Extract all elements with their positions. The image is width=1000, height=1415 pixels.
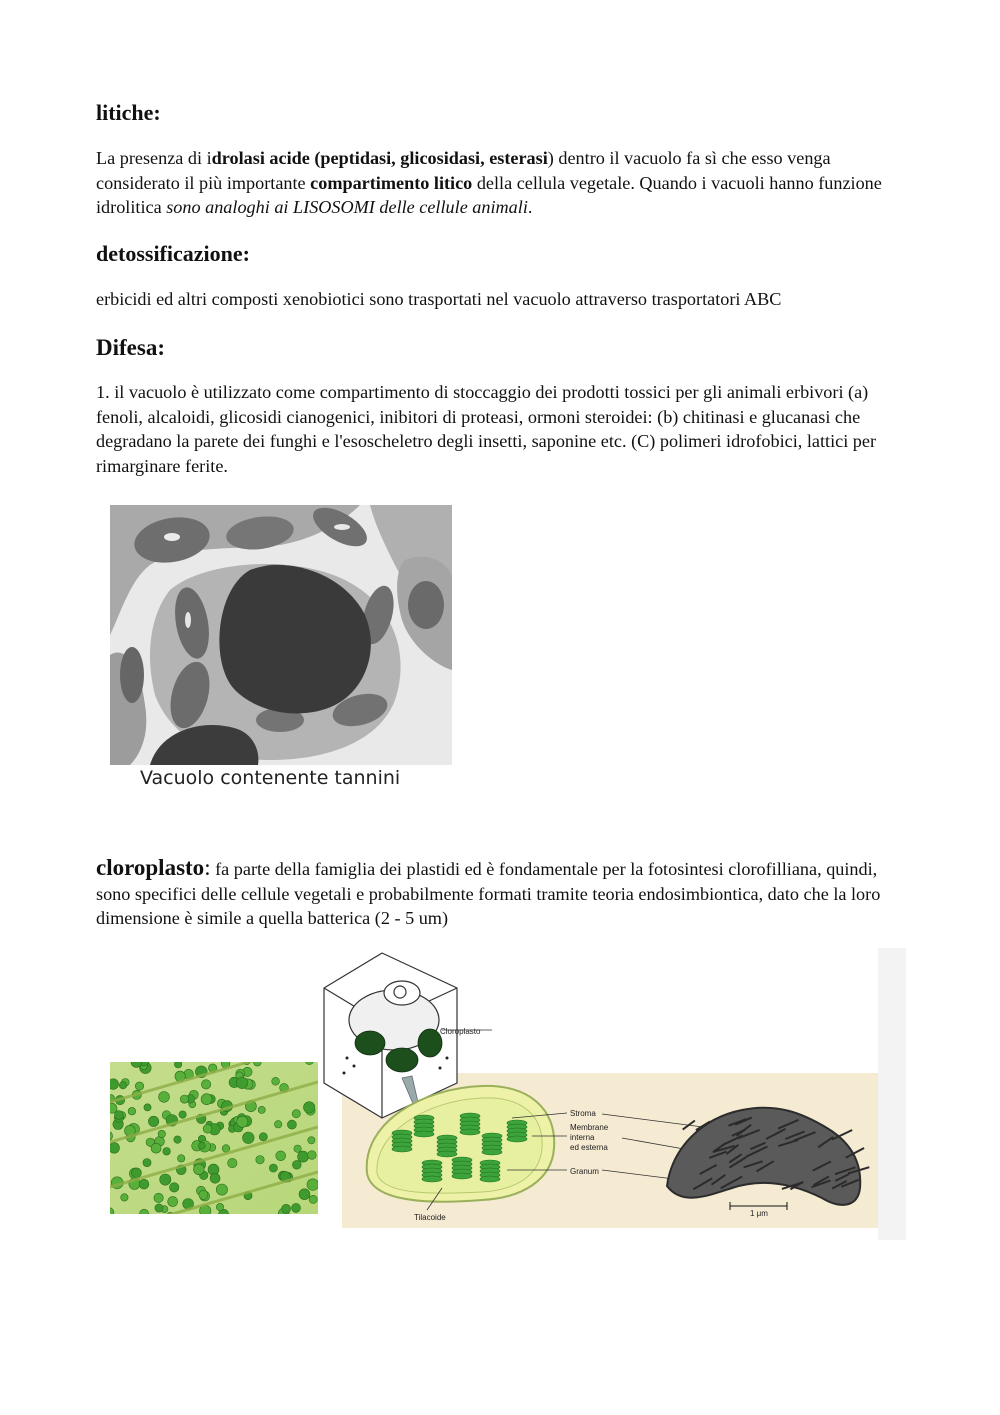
algae-drawing (110, 1062, 318, 1214)
chloroplast-dot (143, 1159, 151, 1167)
chloroplast-dot (275, 1121, 282, 1128)
granum-disc (437, 1151, 457, 1157)
label-membrane-line2: interna (570, 1133, 595, 1142)
paragraph-litiche (96, 146, 906, 220)
chloroplast-dot (216, 1203, 223, 1210)
chloroplast-dot (163, 1148, 171, 1156)
granum-disc (480, 1176, 500, 1182)
granum-disc (452, 1173, 472, 1179)
heading-detossificazione: detossificazione: (96, 241, 250, 266)
chloroplast-dot (151, 1143, 161, 1153)
chloroplast-dot (216, 1184, 227, 1195)
granum-disc (482, 1149, 502, 1155)
paragraph-difesa: 1. il vacuolo è utilizzato come compartimento di stoccaggio dei prodotti tossici per gli animali erbivori (a) fenoli, alcaloidi, glicosidi cianogenici, inibitori di proteasi, ormoni steroidei: (b) chitinasi e glucanasi che degradano la parete dei funghi e l'esoscheletro degli insetti, saponine etc. (C) polimeri idrofobici, lattici per rimarginare ferite. (96, 382, 877, 476)
chloroplast-dot (304, 1102, 315, 1113)
chloroplast-dot (121, 1194, 128, 1201)
chloroplast-dot (228, 1158, 237, 1167)
chloroplast-dot (110, 1103, 117, 1113)
granum-disc (392, 1146, 412, 1152)
text-run: della cellula vegetale. Quando i vacuoli hanno funzione idrolitica (96, 172, 887, 217)
granum-disc (460, 1129, 480, 1135)
chloroplast-dot (259, 1133, 267, 1141)
text-run: . (527, 197, 533, 217)
term-colon: : (204, 855, 211, 880)
chloroplast-dot (199, 1190, 208, 1199)
text-run-bold: drolasi acide (peptidasi, glicosidasi, esterasi (211, 148, 548, 168)
chloroplast-dot (294, 1145, 301, 1152)
chloroplast-dot (128, 1107, 136, 1115)
chloroplast-dot (119, 1082, 126, 1089)
chloroplast-dot (236, 1077, 248, 1089)
chloroplast-dot (155, 1204, 163, 1212)
chloroplast-dot (194, 1164, 205, 1175)
chloroplast-dot (168, 1197, 178, 1207)
chloroplast-dot (308, 1151, 317, 1160)
chloroplast-dot (110, 1079, 119, 1090)
chloroplast-dot (148, 1116, 158, 1126)
chloroplast-dot (160, 1174, 171, 1185)
label-tilacoide: Tilacoide (414, 1213, 446, 1222)
heading-litiche: litiche: (96, 100, 161, 125)
text-run-italic: sono analoghi ai LISOSOMI delle cellule animali (166, 197, 528, 217)
chloroplast-dot (308, 1137, 315, 1144)
chloroplast-dot (144, 1104, 151, 1111)
label-membrane-line1: Membrane (570, 1123, 609, 1132)
chloroplast-dot (292, 1160, 301, 1169)
text-run: ) dentro il vacuolo fa sì che esso venga considerato il più importante (96, 148, 836, 193)
label-granum: Granum (570, 1167, 599, 1176)
chloroplast-dot (276, 1151, 286, 1161)
chloroplast-dot (174, 1062, 181, 1068)
label-cloroplasto: Cloroplasto (440, 1027, 481, 1036)
chloroplast-dot (272, 1077, 280, 1085)
paragraph-cloroplasto (96, 856, 906, 931)
chloroplast-dot (299, 1189, 310, 1200)
chloroplast-dot (307, 1179, 318, 1191)
chloroplast-dot (135, 1082, 143, 1090)
vacuole-tannin-micrograph (110, 505, 452, 765)
chloroplast-dot (159, 1092, 170, 1103)
chloroplast-dot (158, 1130, 165, 1137)
chloroplast-dot (178, 1155, 185, 1162)
chloroplast-dot (243, 1132, 255, 1144)
paragraph-detossificazione: erbicidi ed altri composti xenobiotici sono trasportati nel vacuolo attraverso trasportatori ABC (96, 289, 782, 309)
chloroplast-dot (287, 1120, 296, 1129)
chloroplast-cells-photo (110, 1062, 318, 1214)
chloroplast-dot (180, 1095, 188, 1103)
cloroplasto-text: fa parte della famiglia dei plastidi ed è fondamentale per la fotosintesi clorofilliana, quindi, sono specifici delle cellule vegetali e probabilmente formati tramite teoria endosimbiontica, dato che la loro dimensione è simile a quella batterica (2 - 5 um) (96, 859, 885, 928)
chloroplast-dot (282, 1204, 291, 1213)
chloroplast-dot (201, 1094, 212, 1105)
chloroplast-dot (174, 1136, 181, 1143)
chloroplast-dot (198, 1142, 205, 1149)
chloroplast-dot (154, 1193, 163, 1202)
label-stroma: Stroma (570, 1109, 596, 1118)
chloroplast-dot (292, 1110, 300, 1118)
chloroplast-dot (179, 1111, 186, 1118)
label-membrane-line3: ed esterna (570, 1143, 608, 1152)
term-cloroplasto: cloroplasto (96, 855, 205, 880)
micrograph-drawing (110, 505, 452, 765)
chloroplast-dot (110, 1143, 120, 1154)
chloroplast-dot (309, 1195, 317, 1203)
chloroplast-dot (298, 1151, 309, 1162)
chloroplast-dot (256, 1156, 264, 1164)
chloroplast-dot (269, 1164, 277, 1172)
chloroplast-dot (237, 1116, 248, 1127)
chloroplast-dot (258, 1106, 265, 1113)
granum-disc (507, 1136, 527, 1142)
chloroplast-diagram (322, 948, 906, 1240)
heading-difesa: Difesa: (96, 335, 165, 360)
label-scale-bar: 1 μm (750, 1209, 768, 1218)
chloroplast-dot (131, 1168, 141, 1178)
figure-caption-tannini: Vacuolo contenente tannini (140, 767, 401, 789)
chloroplast-dot (203, 1124, 212, 1133)
chloroplast-dot (170, 1183, 179, 1192)
granum-disc (422, 1176, 442, 1182)
chloroplast-dot (210, 1173, 220, 1183)
granum-disc (414, 1131, 434, 1137)
chloroplast-dot (139, 1179, 149, 1189)
chloroplast-dot (222, 1145, 230, 1153)
chloroplast-dot (201, 1080, 210, 1089)
chloroplast-diagram-svg (322, 948, 906, 1240)
chloroplast-dot (292, 1203, 301, 1212)
text-run-bold: compartimento litico (310, 172, 473, 193)
text-run: La presenza di i (96, 148, 212, 168)
